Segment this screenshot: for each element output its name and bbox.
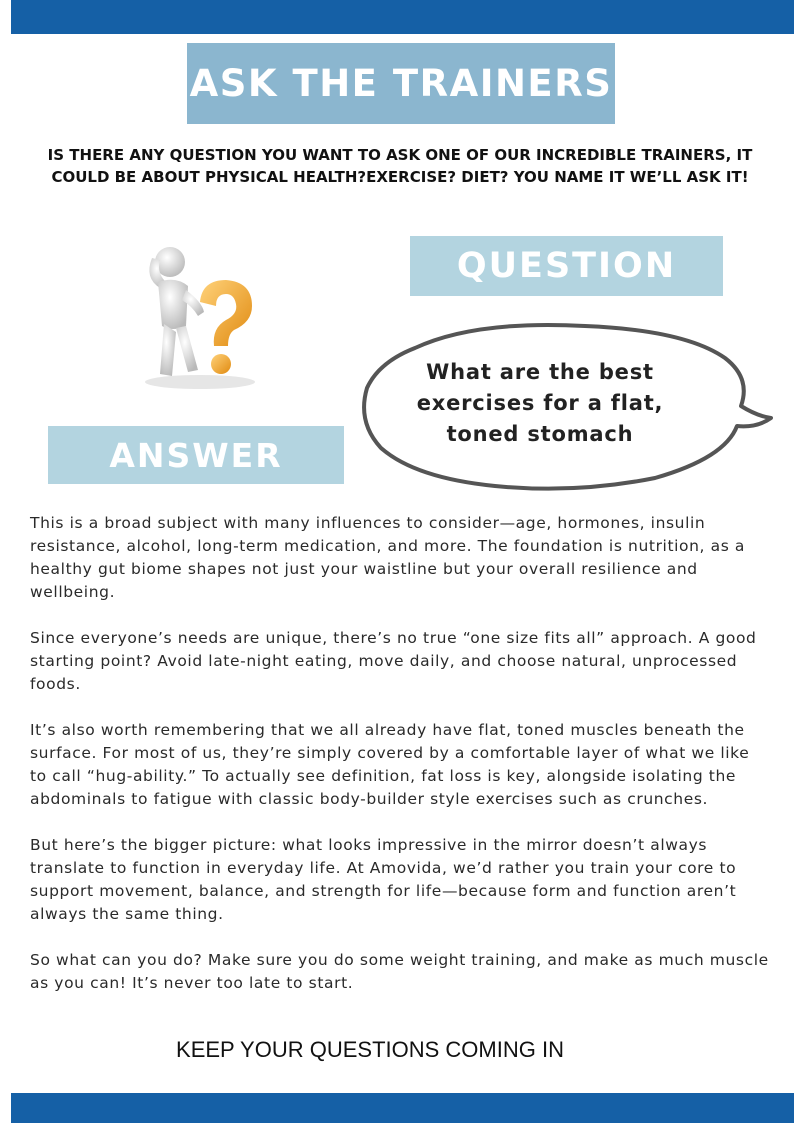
question-label-box <box>410 236 723 296</box>
bottom-banner-bar <box>11 1093 794 1123</box>
page-title: ASK THE TRAINERS <box>189 62 613 105</box>
answer-paragraph: Since everyone’s needs are unique, there’s no true “one size fits all” approach. A good starting point? Avoid late-night eating, move daily, and choose natural, unprocessed foods. <box>30 629 757 693</box>
top-banner-bar <box>11 0 794 34</box>
thinking-person-question-mark-icon <box>130 240 270 392</box>
answer-label-box <box>48 426 344 484</box>
answer-paragraph: So what can you do? Make sure you do some weight training, and make as much muscle as you can! It’s never too late to start. <box>30 951 769 992</box>
intro-text: IS THERE ANY QUESTION YOU WANT TO ASK ONE OF OUR INCREDIBLE TRAINERS, IT COULD BE ABOUT PHYSICAL HEALTH?EXERCISE? DIET? YOU NAME IT WE’LL ASK IT! <box>47 146 753 186</box>
answer-body <box>30 512 770 1018</box>
question-text: What are the best exercises for a flat, toned stomach <box>416 360 664 446</box>
question-label: QUESTION <box>456 246 677 286</box>
closing-line: KEEP YOUR QUESTIONS COMING IN <box>176 1037 564 1062</box>
answer-paragraph: This is a broad subject with many influences to consider—age, hormones, insulin resistance, alcohol, long-term medication, and more. The foundation is nutrition, as a healthy gut biome shapes not just your waistline but your overall resilience and wellbeing. <box>30 514 745 601</box>
title-banner <box>187 43 615 124</box>
answer-paragraph: It’s also worth remembering that we all already have flat, toned muscles beneath the surface. For most of us, they’re simply covered by a comfortable layer of what we like to call “hug-ability.” To actually see definition, fat loss is key, alongside isolating the abdominals to fatigue with classic body-builder style exercises such as crunches. <box>30 721 750 808</box>
answer-paragraph: But here’s the bigger picture: what looks impressive in the mirror doesn’t always translate to function in everyday life. At Amovida, we’d rather you train your core to support movement, balance, and strength for life—because form and function aren’t always the same thing. <box>30 836 737 923</box>
answer-label: ANSWER <box>109 435 283 475</box>
